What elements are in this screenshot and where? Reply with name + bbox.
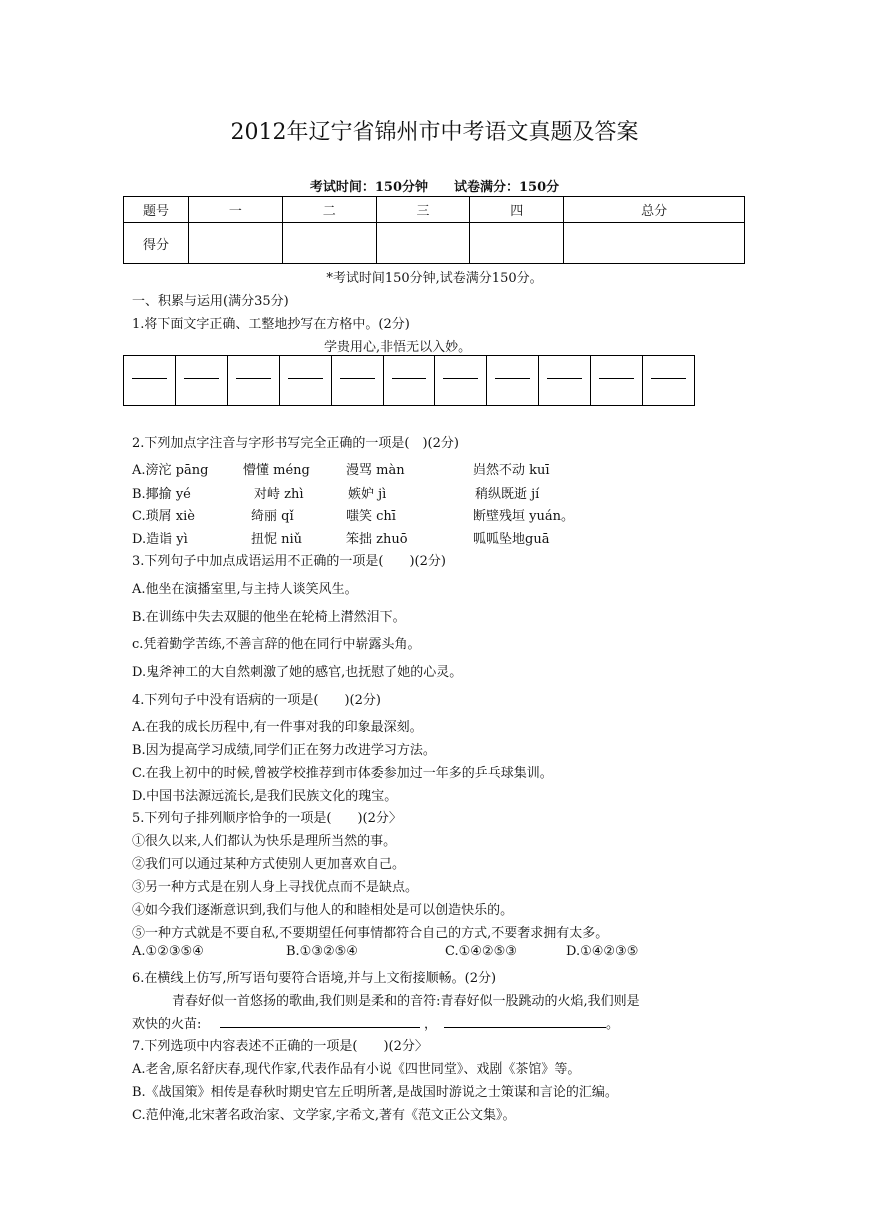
q2-option: 呱呱坠地guā [473,532,550,547]
q6-comma: ， [424,1017,438,1032]
q5-item: ①很久以来,人们都认为快乐是理所当然的事。 [132,834,397,849]
score-header-cell: 题号 [124,197,189,223]
q6-paragraph-end: 欢快的火苗: [132,1017,202,1032]
q3-option: A.他坐在演播室里,与主持人谈笑风生。 [132,582,358,597]
q2-option: 懵懂 méng [243,463,310,478]
section-heading: 一、积累与运用(满分35分) [132,294,289,309]
q5-item: ②我们可以通过某种方式使别人更加喜欢自己。 [132,857,406,872]
q7-option: B.《战国策》相传是春秋时期史官左丘明所著,是战国时游说之士策谋和言论的汇编。 [132,1085,618,1100]
q5-stem: 5.下列句子排列顺序恰争的一项是( )(2分〉 [132,811,402,826]
score-row-label: 得分 [124,223,189,264]
score-table [123,196,745,264]
q3-option: D.鬼斧神工的大自然刺激了她的感官,也抚慰了她的心灵。 [132,665,463,680]
q1-stem: 1.将下面文字正确、工整地抄写在方格中。(2分) [132,317,410,332]
grid-cell[interactable] [124,356,176,405]
q1-text: 学贵用心,非悟无以入妙。 [324,340,472,355]
grid-cell[interactable] [487,356,539,405]
q7-option: C.范仲淹,北宋著名政治家、文学家,字希文,著有《范文正公文集》。 [132,1108,516,1123]
grid-cell[interactable] [539,356,591,405]
q6-stem: 6.在横线上仿写,所写语句要符合语境,并与上文衔接顺畅。(2分) [132,971,497,986]
q4-option: D.中国书法源远流长,是我们民族文化的瑰宝。 [132,789,398,804]
page-title: 2012年辽宁省锦州市中考语文真题及答案 [230,120,639,145]
score-input-cell[interactable] [564,223,745,264]
q3-option: B.在训练中失去双腿的他坐在轮椅上潸然泪下。 [132,610,406,625]
q2-option: B.揶揄 yé [132,487,191,502]
q2-option: 稍纵既逝 jí [475,487,540,502]
q2-option: 嗤笑 chī [346,509,396,524]
exam-info: 考试时间：150分钟 试卷满分：150分 [309,180,560,195]
q5-choice: C.①④②⑤③ [445,944,517,959]
q2-option: 扭怩 niǔ [251,532,303,547]
q6-paragraph: 青春好似一首悠扬的歌曲,我们则是柔和的音符:青春好似一股跳动的火焰,我们则是 [172,994,640,1009]
score-header-cell: 三 [376,197,470,223]
q3-stem: 3.下列句子中加点成语运用不正确的一项是( )(2分) [132,554,446,569]
q2-option: 对峙 zhì [254,487,304,502]
q2-option: 笨拙 zhuō [346,532,408,547]
q6-blank-1[interactable] [220,1027,420,1028]
grid-cell[interactable] [176,356,228,405]
grid-cell[interactable] [435,356,487,405]
q6-blank-2[interactable] [444,1027,606,1028]
q4-option: A.在我的成长历程中,有一件事对我的印象最深刻。 [132,720,423,735]
q3-option: c.凭着勤学苦练,不善言辞的他在同行中崭露头角。 [132,637,421,652]
q5-choice: A.①②③⑤④ [132,944,204,959]
score-input-cell[interactable] [189,223,283,264]
grid-cell[interactable] [280,356,332,405]
q4-option: B.因为提高学习成绩,同学们正在努力改进学习方法。 [132,743,436,758]
grid-cell[interactable] [332,356,384,405]
q2-option: A.滂沱 pāng [132,463,209,478]
grid-cell[interactable] [384,356,436,405]
score-header-cell: 四 [470,197,564,223]
q5-choice: D.①④②③⑤ [566,944,639,959]
q2-option: C.琐屑 xiè [132,509,195,524]
q7-stem: 7.下列选项中内容表述不正确的一项是( )(2分〉 [132,1039,428,1054]
q2-option: 绮丽 qǐ [251,509,294,524]
score-input-cell[interactable] [282,223,376,264]
q2-stem: 2.下列加点字注音与字形书写完全正确的一项是( )(2分) [132,436,459,451]
q5-choice: B.①③②⑤④ [286,944,358,959]
grid-cell[interactable] [643,356,694,405]
exam-note: *考试时间150分钟,试卷满分150分。 [326,271,543,286]
score-header-cell: 一 [189,197,283,223]
q4-stem: 4.下列句子中没有语病的一项是( )(2分) [132,693,381,708]
q2-option: 岿然不动 kuī [473,463,550,478]
score-header-cell: 二 [282,197,376,223]
score-input-cell[interactable] [376,223,470,264]
q4-option: C.在我上初中的时候,曾被学校推荐到市体委参加过一年多的乒乓球集训。 [132,766,553,781]
grid-cell[interactable] [591,356,643,405]
q2-option: 嫉妒 jì [348,487,387,502]
q5-item: ④如今我们逐渐意识到,我们与他人的和睦相处是可以创造快乐的。 [132,903,514,918]
q5-item: ⑤一种方式就是不要自私,不要期望任何事情都符合自己的方式,不要奢求拥有太多。 [132,926,609,941]
score-input-cell[interactable] [470,223,564,264]
grid-cell[interactable] [228,356,280,405]
q2-option: 断壁残垣 yuán。 [473,509,574,524]
q6-period: 。 [606,1017,620,1032]
q5-item: ③另一种方式是在别人身上寻找优点而不是缺点。 [132,880,419,895]
q2-option: 漫骂 màn [346,463,405,478]
copy-grid[interactable] [123,355,695,406]
score-header-cell: 总分 [564,197,745,223]
q2-option: D.造诣 yì [132,532,188,547]
q7-option: A.老舍,原名舒庆春,现代作家,代表作品有小说《四世同堂》、戏剧《茶馆》等。 [132,1062,581,1077]
